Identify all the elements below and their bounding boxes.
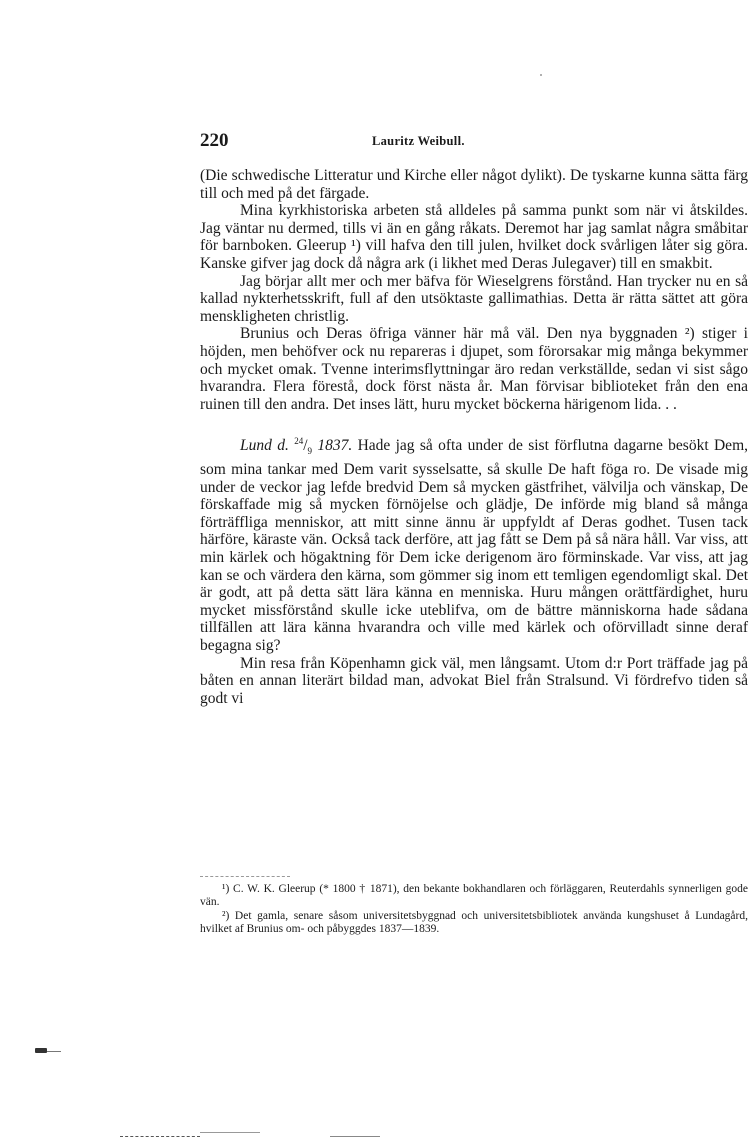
footnote: ¹) C. W. K. Gleerup (* 1800 † 1871), den bekante bokhandlaren och förläggaren, Reuterdahls synnerligen gode vän.: [200, 883, 748, 909]
scan-speck: [540, 74, 542, 76]
dateline-year: 1837.: [317, 437, 353, 455]
dateline-place: Lund d.: [240, 437, 289, 455]
paragraph: Jag börjar allt mer och mer bäfva för Wieselgrens förstånd. Han trycker nu en så kallad nykterhetsskrift, full af den utsöktaste gallimathias. Detta är rätta sättet att göra menskligheten christlig.: [200, 272, 748, 325]
paragraph: (Die schwedische Litteratur und Kirche eller något dylikt). De tyskarne kunna sätta färg till och med på det färgade.: [200, 167, 748, 202]
body-text: [200, 167, 748, 707]
paragraph-text: Hade jag så ofta under de sist förflutna dagarne besökt Dem, som mina tankar med Dem varit sysselsatte, så skulle De haft föga ro. De visade mig under de veckor jag lefde bredvid Dem så mycken gästfrihet, välvilja och vänskap, De förskaffade mig så mycken förnöjelse och glädje, De införde mig bland så många förträffliga menniskor, att mitt sinne ännu är uppfyldt af Deras godhet. Tusen tack härföre, käraste vän. Också tack derföre, att jag fått se Dem på så nära håll. Var viss, att min kärlek och högaktning för Dem icke derigenom äro förminskade. Var viss, att jag kan se och värdera den kärna, som gömmer sig inom ett temligen egendomligt skal. Det är godt, att på detta sätt lära känna en menniska. Huru mången orättfärdighet, huru mycket missförstånd skulle icke uteblifva, om de bättre människorna hade sådana tillfällen att lära känna hvarandra och ville med kärlek och oförvilladt sinne deraf begagna sig?: [200, 437, 748, 654]
dateline-day: 24: [294, 436, 304, 447]
paragraph: Brunius och Deras öfriga vänner här må väl. Den nya byggnaden ²) stiger i höjden, men behöfver ock nu repareras i djupet, som förorsakar mig många bekymmer och mycket omak. Tvenne interimsflyttningar äro redan verkställde, sedan vi sist sågo hvarandra. Flera förestå, dock först nästa år. Man förvisar biblioteket från den ena ruinen till den andra. Det inses lätt, huru mycket böckerna härigenom lida. . .: [200, 325, 748, 413]
margin-mark: [35, 1048, 47, 1053]
scan-edge-line: [330, 1136, 380, 1137]
page-header: [200, 130, 748, 152]
scan-edge-line: [200, 1132, 260, 1133]
page-number: 220: [200, 130, 229, 151]
scan-edge-line: [120, 1136, 200, 1137]
margin-mark-tail: [47, 1051, 61, 1052]
letter-opening-paragraph: Lund d. $^{24}/_9$ 1837. Hade jag så ofta under de sist förflutna dagarne besökt Dem, som mina tankar med Dem varit sysselsatte, så skulle De haft föga ro. De visade mig under de veckor jag lefde bredvid Dem så mycken gästfrihet, välvilja och vänskap, De förskaffade mig så mycken förnöjelse och glädje, De införde mig bland så många förträffliga menniskor, att mitt sinne ännu är uppfyldt af Deras godhet. Tusen tack härföre, käraste vän. Också tack derföre, att jag fått se Dem på så nära håll. Var viss, att min kärlek och högaktning för Dem icke derigenom äro förminskade. Var viss, att jag kan se och värdera den kärna, som gömmer sig inom ett temligen egendomligt skal. Det är godt, att på detta sätt lära känna en menniska. Huru mången orättfärdighet, huru mycket missförstånd skulle icke uteblifva, om de bättre människorna hade sådana tillfällen att lära känna hvarandra och ville med kärlek och oförvilladt sinne deraf begagna sig?: [200, 436, 748, 654]
dateline-month: 9: [307, 446, 312, 457]
paragraph: Min resa från Köpenhamn gick väl, men långsamt. Utom d:r Port träffade jag på båten en annan literärt bildad man, advokat Biel från Stralsund. Vi fördrefvo tiden så godt vi: [200, 654, 748, 707]
footnote: ²) Det gamla, senare såsom universitetsbyggnad och universitetsbibliotek använda kungshuset å Lundagård, hvilket af Brunius om- och påbyggdes 1837—1839.: [200, 909, 748, 936]
footnote-rule: [200, 876, 290, 877]
running-head: Lauritz Weibull.: [372, 134, 465, 148]
paragraph: Mina kyrkhistoriska arbeten stå alldeles på samma punkt som när vi åtskildes. Jag väntar nu dermed, tills vi än en gång råkats. Deremot har jag samlat några småbitar för barnboken. Gleerup ¹) vill hafva den till julen, hvilket dock svårligen låter sig göra. Kanske gifver jag dock då några ark (i likhet med Deras Julegaver) till en smakbit.: [200, 202, 748, 272]
footnotes: [200, 883, 748, 937]
